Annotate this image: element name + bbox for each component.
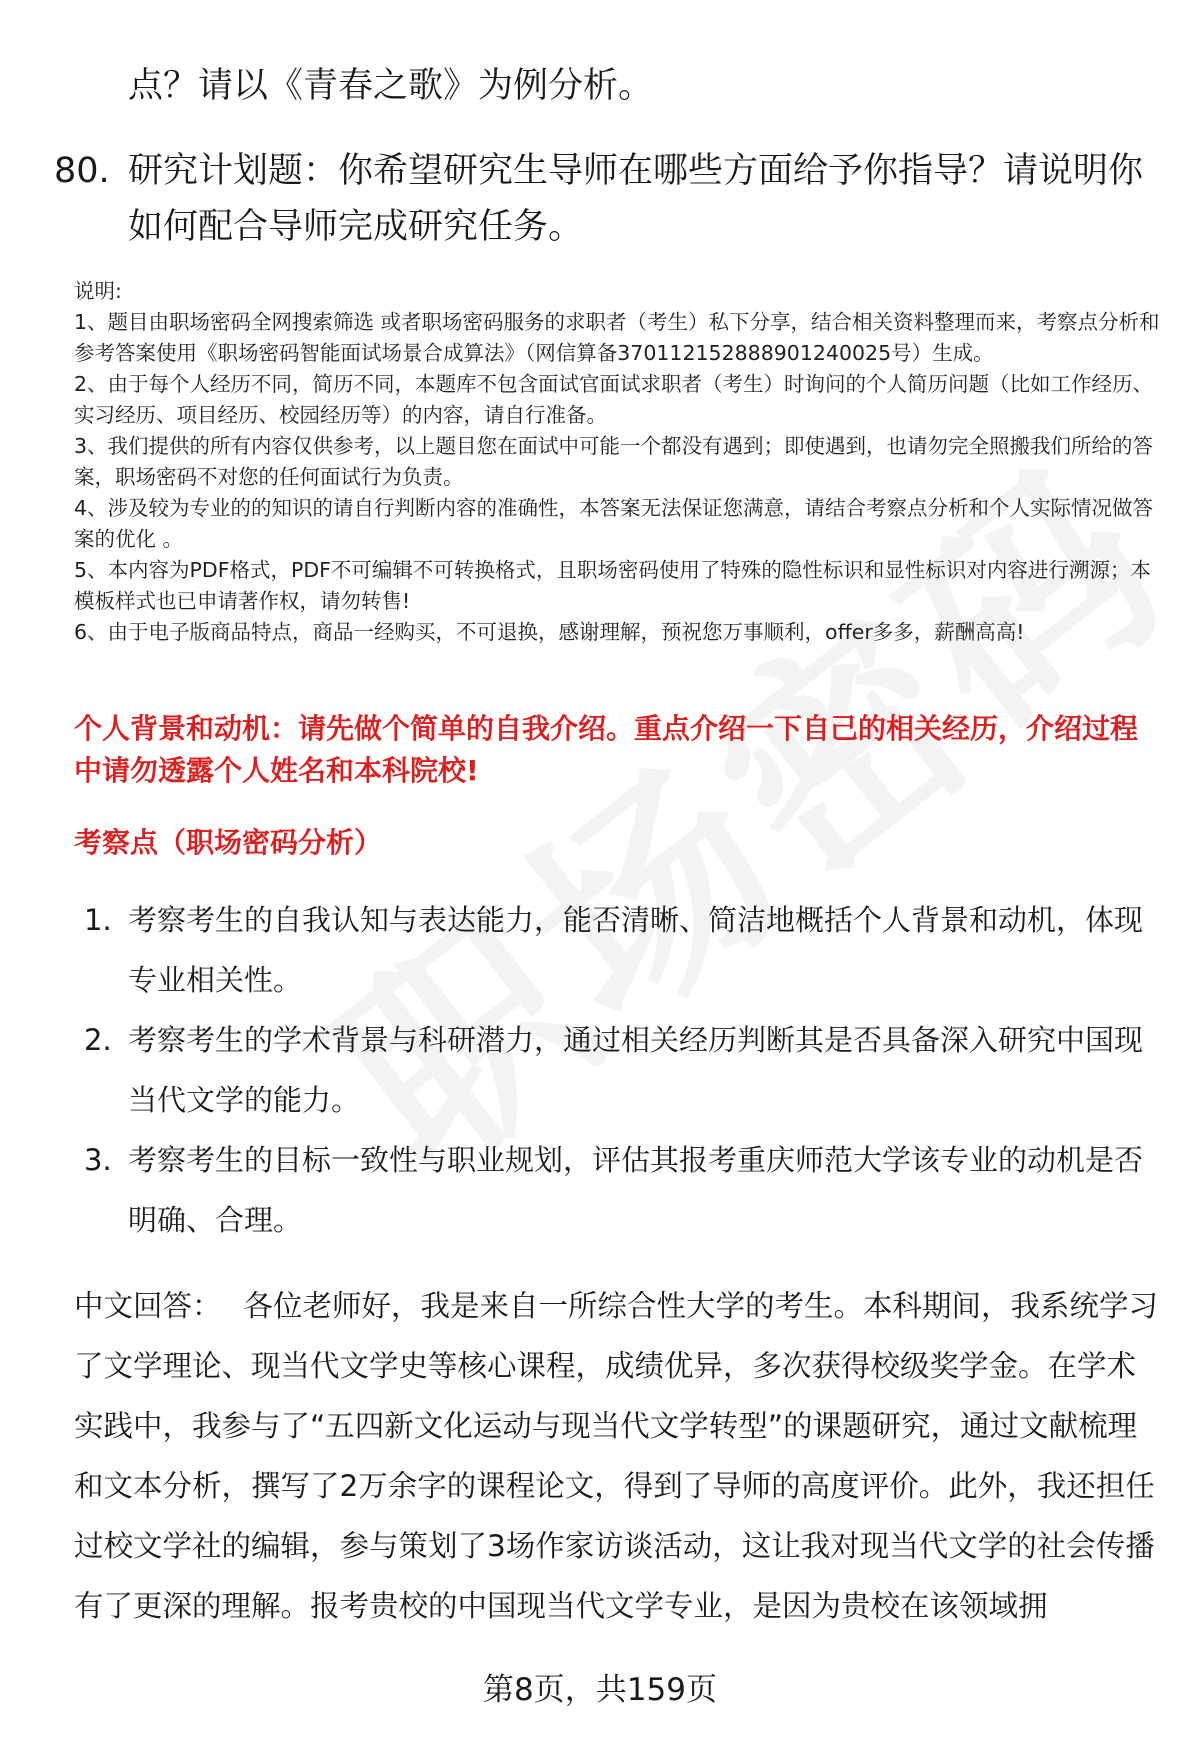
question-number: 80. <box>54 151 110 191</box>
note-item: 1、题目由职场密码全网搜索筛选 或者职场密码服务的求职者（考生）私下分享，结合相关资料整理而来，考察点分析和参考答案使用《职场密码智能面试场景合成算法》（网信算备370112152888901240025号）生成。 <box>74 310 1160 365</box>
question-heading: 个人背景和动机：请先做个简单的自我介绍。重点介绍一下自己的相关经历，介绍过程中请勿透露个人姓名和本科院校! <box>74 712 1139 787</box>
point-text: 考察考生的学术背景与科研潜力，通过相关经历判断其是否具备深入研究中国现当代文学的能力。 <box>128 1023 1144 1117</box>
page-footer: 第8页，共159页 <box>483 1672 717 1708</box>
list-item <box>84 1010 1164 1130</box>
analysis-points <box>84 890 1164 1250</box>
point-number: 3. <box>84 1143 112 1177</box>
point-text: 考察考生的目标一致性与职业规划，评估其报考重庆师范大学该专业的动机是否明确、合理。 <box>128 1143 1144 1237</box>
note-item: 5、本内容为PDF格式，PDF不可编辑不可转换格式，且职场密码使用了特殊的隐性标识和显性标识对内容进行溯源；本模板样式也已申请著作权，请勿转售! <box>74 558 1151 613</box>
question-continuation: 点？请以《青春之歌》为例分析。 <box>128 66 654 106</box>
point-text: 考察考生的自我认知与表达能力，能否清晰、简洁地概括个人背景和动机，体现专业相关性。 <box>128 903 1144 997</box>
answer-label: 中文回答： <box>74 1289 222 1323</box>
list-item <box>84 1130 1164 1250</box>
analysis-title: 考察点（职场密码分析） <box>74 826 383 859</box>
question-80 <box>54 143 1164 255</box>
point-number: 2. <box>84 1023 112 1057</box>
list-item <box>84 890 1164 1010</box>
answer-text: 各位老师好，我是来自一所综合性大学的考生。本科期间，我系统学习了文学理论、现当代文学史等核心课程，成绩优异，多次获得校级奖学金。在学术实践中，我参与了“五四新文化运动与现当代文学转型”的课题研究，通过文献梳理和文本分析，撰写了2万余字的课程论文，得到了导师的高度评价。此外，我还担任过校文学社的编辑，参与策划了3场作家访谈活动，这让我对现当代文学的社会传播有了更深的理解。报考贵校的中国现当代文学专业，是因为贵校在该领域拥 <box>74 1289 1159 1623</box>
note-item: 4、涉及较为专业的的知识的请自行判断内容的准确性，本答案无法保证您满意，请结合考察点分析和个人实际情况做答案的优化 。 <box>74 496 1154 551</box>
note-item: 2、由于每个人经历不同，简历不同，本题库不包含面试官面试求职者（考生）时询问的个人简历问题（比如工作经历、实习经历、项目经历、校园经历等）的内容，请自行准备。 <box>74 372 1154 427</box>
point-number: 1. <box>84 903 112 937</box>
question-text: 研究计划题：你希望研究生导师在哪些方面给予你指导？请说明你如何配合导师完成研究任务。 <box>128 151 1144 247</box>
note-item: 6、由于电子版商品特点，商品一经购买，不可退换，感谢理解，预祝您万事顺利，offer多多，薪酬高高! <box>74 620 1025 644</box>
notes-title: 说明: <box>74 279 122 303</box>
answer-section <box>74 1276 1164 1636</box>
note-item: 3、我们提供的所有内容仅供参考，以上题目您在面试中可能一个都没有遇到；即使遇到，也请勿完全照搬我们所给的答案，职场密码不对您的任何面试行为负责。 <box>74 434 1154 489</box>
notes-section <box>74 276 1164 648</box>
